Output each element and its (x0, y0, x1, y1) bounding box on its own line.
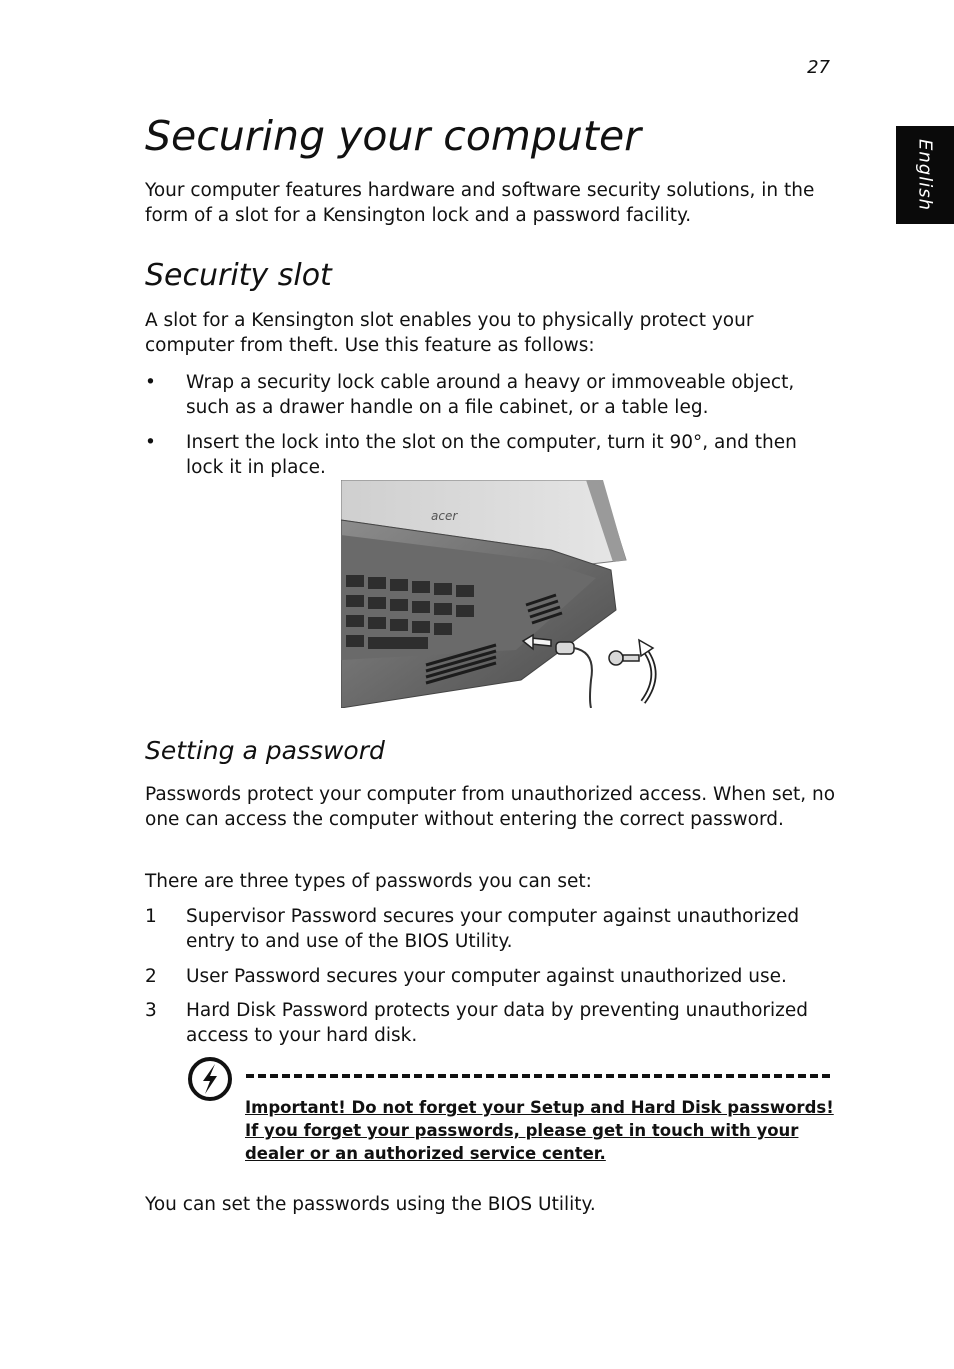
bullet-item (145, 370, 845, 420)
bullet-text: Wrap a security lock cable around a heavy or immoveable object, such as a drawer handle on a file cabinet, or a table leg. (186, 372, 795, 418)
warning-lightning-icon (186, 1055, 234, 1103)
language-tab-label: English (914, 139, 936, 211)
security-slot-intro: A slot for a Kensington slot enables you to physically protect your computer from theft. Use this feature as follows: (145, 310, 754, 356)
laptop-lock-figure (341, 480, 663, 708)
closing-paragraph: You can set the passwords using the BIOS Utility. (145, 1194, 596, 1215)
numbered-item (145, 904, 845, 954)
bullet-text: Insert the lock into the slot on the computer, turn it 90°, and then lock it in place. (186, 432, 797, 478)
item-text: User Password secures your computer against unauthorized use. (186, 966, 787, 987)
laptop-logo: acer (431, 509, 458, 523)
bullet-marker: • (145, 432, 156, 453)
bullet-marker: • (145, 372, 156, 393)
intro-paragraph: Your computer features hardware and software security solutions, in the form of a slot for a Kensington lock and a password facility. (145, 180, 815, 226)
note-divider (246, 1074, 830, 1078)
important-note: Important! Do not forget your Setup and Hard Disk passwords! If you forget your passwords, please get in touch with your dealer or an authorized service center. (245, 1098, 834, 1163)
numbered-item (145, 998, 845, 1048)
password-intro: Passwords protect your computer from unauthorized access. When set, no one can access the computer without entering the correct password. (145, 784, 836, 830)
item-number: 3 (145, 1000, 157, 1021)
item-number: 1 (145, 906, 157, 927)
security-slot-heading: Security slot (145, 258, 332, 293)
page-number: 27 (807, 57, 830, 78)
bullet-item (145, 430, 845, 480)
item-text: Supervisor Password secures your computer against unauthorized entry to and use of the BIOS Utility. (186, 906, 800, 952)
item-number: 2 (145, 966, 157, 987)
language-tab (896, 126, 954, 224)
numbered-item (145, 964, 845, 989)
item-text: Hard Disk Password protects your data by preventing unauthorized access to your hard disk. (186, 1000, 809, 1046)
setting-password-heading: Setting a password (145, 736, 385, 765)
page-title: Securing your computer (145, 112, 642, 160)
password-types-intro: There are three types of passwords you can set: (145, 871, 592, 892)
